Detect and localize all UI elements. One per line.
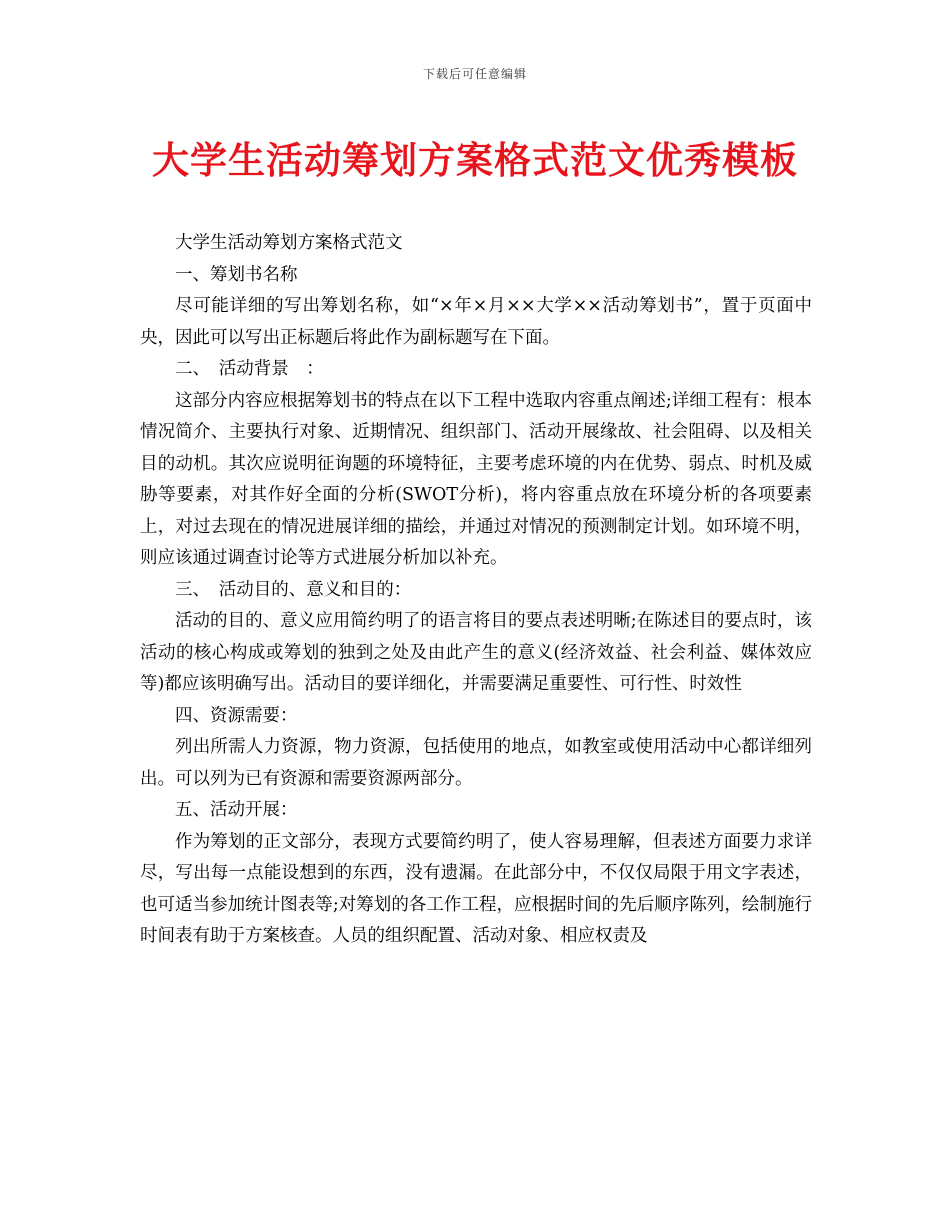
section-heading-3: 三、 活动目的、意义和目的： xyxy=(175,579,412,600)
section-heading-4: 四、资源需要： xyxy=(175,705,298,726)
paragraph-5: 作为筹划的正文部分，表现方式要简约明了，使人容易理解，但表述方面要力求详尽，写出每一点能设想到的东西，没有遗漏。在此部分中，不仅仅局限于用文字表述，也可适当参加统计图表等;对筹划的各工作工程，应根据时间的先后顺序陈列，绘制施行时间表有助于方案核查。人员的组织配置、活动对象、相应权责及 xyxy=(140,831,812,946)
paragraph-2: 这部分内容应根据筹划书的特点在以下工程中选取内容重点阐述;详细工程有：根本情况简介、主要执行对象、近期情况、组织部门、活动开展缘故、社会阻碍、以及相关目的动机。其次应说明征询题的环境特征，主要考虑环境的内在优势、弱点、时机及威胁等要素，对其作好全面的分析(SWOT分析)，将内容重点放在环境分析的各项要素上，对过去现在的情况进展详细的描绘，并通过对情况的预测制定计划。如环境不明，则应该通过调查讨论等方式进展分析加以补充。 xyxy=(140,390,812,568)
header-note: 下载后可任意编辑 xyxy=(422,67,527,81)
paragraph-subtitle: 大学生活动筹划方案格式范文 xyxy=(175,233,403,253)
section-heading-5: 五、活动开展： xyxy=(175,800,298,820)
paragraph-3: 活动的目的、意义应用简约明了的语言将目的要点表述明晰;在陈述目的要点时，该活动的核心构成或筹划的独到之处及由此产生的意义(经济效益、社会利益、媒体效应等)都应该明确写出。活动目的要详细化，并需要满足重要性、可行性、时效性 xyxy=(140,611,812,694)
section-heading-2: 二、 活动背景 ： xyxy=(175,359,324,379)
section-heading-1: 一、筹划书名称 xyxy=(175,264,298,285)
paragraph-4: 列出所需人力资源，物力资源，包括使用的地点，如教室或使用活动中心都详细列出。可以列为已有资源和需要资源两部分。 xyxy=(140,737,812,789)
document-body xyxy=(140,228,812,953)
paragraph-1: 尽可能详细的写出筹划名称，如“×年×月××大学××活动筹划书”，置于页面中央，因此可以写出正标题后将此作为副标题写在下面。 xyxy=(140,296,812,348)
document-title: 大学生活动筹划方案格式范文优秀模板 xyxy=(152,138,798,182)
